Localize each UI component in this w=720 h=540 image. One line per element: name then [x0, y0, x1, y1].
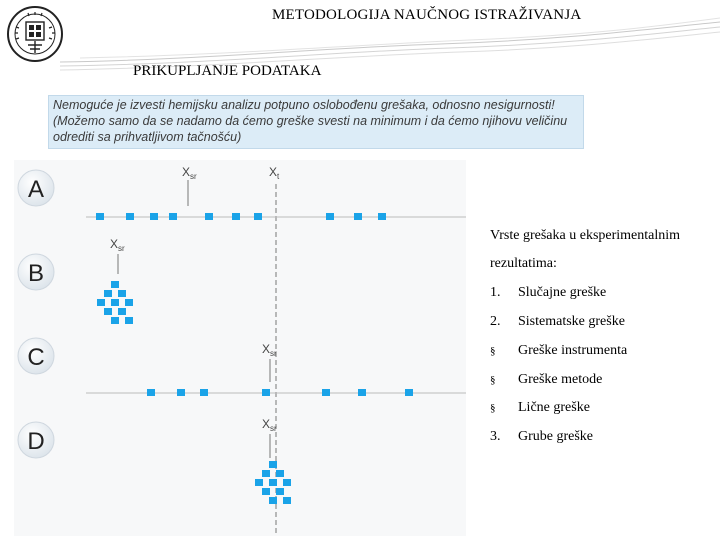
panel-c-dot	[200, 389, 208, 396]
panel-d-dot	[269, 479, 277, 486]
university-seal-logo	[6, 5, 64, 63]
panel-c-dot	[322, 389, 330, 396]
panel-b-dot	[118, 308, 126, 315]
panel-b-dot	[97, 299, 105, 306]
error-types-figure	[14, 160, 466, 536]
list-item-text: Grube greške	[518, 429, 594, 444]
panel-b-letter: B	[27, 260, 45, 287]
list-item-text: Lične greške	[518, 400, 590, 415]
panel-a-dot	[378, 213, 386, 220]
panel-a-dot	[354, 213, 362, 220]
panel-b-dot	[125, 299, 133, 306]
panel-b-dot	[104, 290, 112, 297]
list-item-text: Slučajne greške	[518, 285, 607, 300]
panel-d-dot	[255, 479, 263, 486]
note-box	[48, 95, 584, 149]
section-title: PRIKUPLJANJE PODATAKA	[133, 63, 322, 79]
panel-b-dot	[104, 308, 112, 315]
panel-d-dot	[269, 461, 277, 468]
list-item-marker: 2.	[490, 314, 501, 329]
list-intro-line-1: Vrste grešaka u eksperimentalnim	[490, 228, 681, 243]
panel-d-dot	[276, 470, 284, 477]
panel-c-dot	[262, 389, 270, 396]
panel-a-dot	[205, 213, 213, 220]
panel-c-letter: C	[27, 344, 45, 371]
panel-a-dot	[96, 213, 104, 220]
panel-b-dot	[111, 281, 119, 288]
panel-c-dot	[405, 389, 413, 396]
list-intro-line-2: rezultatima:	[490, 256, 557, 271]
panel-d-letter: D	[27, 428, 45, 455]
panel-d-dot	[269, 497, 277, 504]
panel-d-dot	[262, 488, 270, 495]
panel-b-xsr-label: $X_{sr}$	[110, 237, 125, 253]
panel-c-dot	[147, 389, 155, 396]
panel-c-dot	[177, 389, 185, 396]
note-line-1: Nemoguće je izvesti hemijsku analizu potpuno oslobođenu grešaka, odnosno nesigurnosti!	[53, 98, 555, 112]
panel-d-dot	[283, 497, 291, 504]
panel-d-dot	[283, 479, 291, 486]
list-item-text: Greške metode	[518, 372, 603, 387]
panel-a-dot	[150, 213, 158, 220]
panel-a-dot	[254, 213, 262, 220]
panel-b-dot	[111, 299, 119, 306]
panel-c-dot	[358, 389, 366, 396]
panel-a-letter: A	[27, 176, 45, 203]
panel-a-dot	[326, 213, 334, 220]
panel-b-dot	[111, 317, 119, 324]
panel-a-dot	[232, 213, 240, 220]
panel-a-xsr-label: $X_{sr}$	[182, 165, 197, 181]
panel-a-dot	[169, 213, 177, 220]
list-item-text: Greške instrumenta	[518, 343, 628, 358]
panel-d-dot	[276, 488, 284, 495]
panel-a-xt-label: $X_t$	[269, 165, 280, 181]
list-item-marker: §	[490, 374, 496, 386]
panel-d-xsr-label: $X_{sr}$	[262, 417, 277, 433]
list-item-marker: §	[490, 402, 496, 414]
panel-b-dot	[118, 290, 126, 297]
panel-a-dot	[126, 213, 134, 220]
list-item-marker: 1.	[490, 285, 501, 300]
list-item-marker: §	[490, 345, 496, 357]
note-line-2: (Možemo samo da se nadamo da ćemo greške svesti na minimum i da ćemo njihovu veličinu	[53, 114, 568, 128]
list-item-marker: 3.	[490, 429, 501, 444]
list-item-text: Sistematske greške	[518, 314, 625, 329]
panel-b-dot	[125, 317, 133, 324]
page-title: METODOLOGIJA NAUČNOG ISTRAŽIVANJA	[272, 7, 582, 23]
note-line-3: odrediti sa prihvatljivom tačnošću)	[53, 130, 242, 144]
panel-d-dot	[262, 470, 270, 477]
panel-c-xsr-label: $X_{sr}$	[262, 342, 277, 358]
